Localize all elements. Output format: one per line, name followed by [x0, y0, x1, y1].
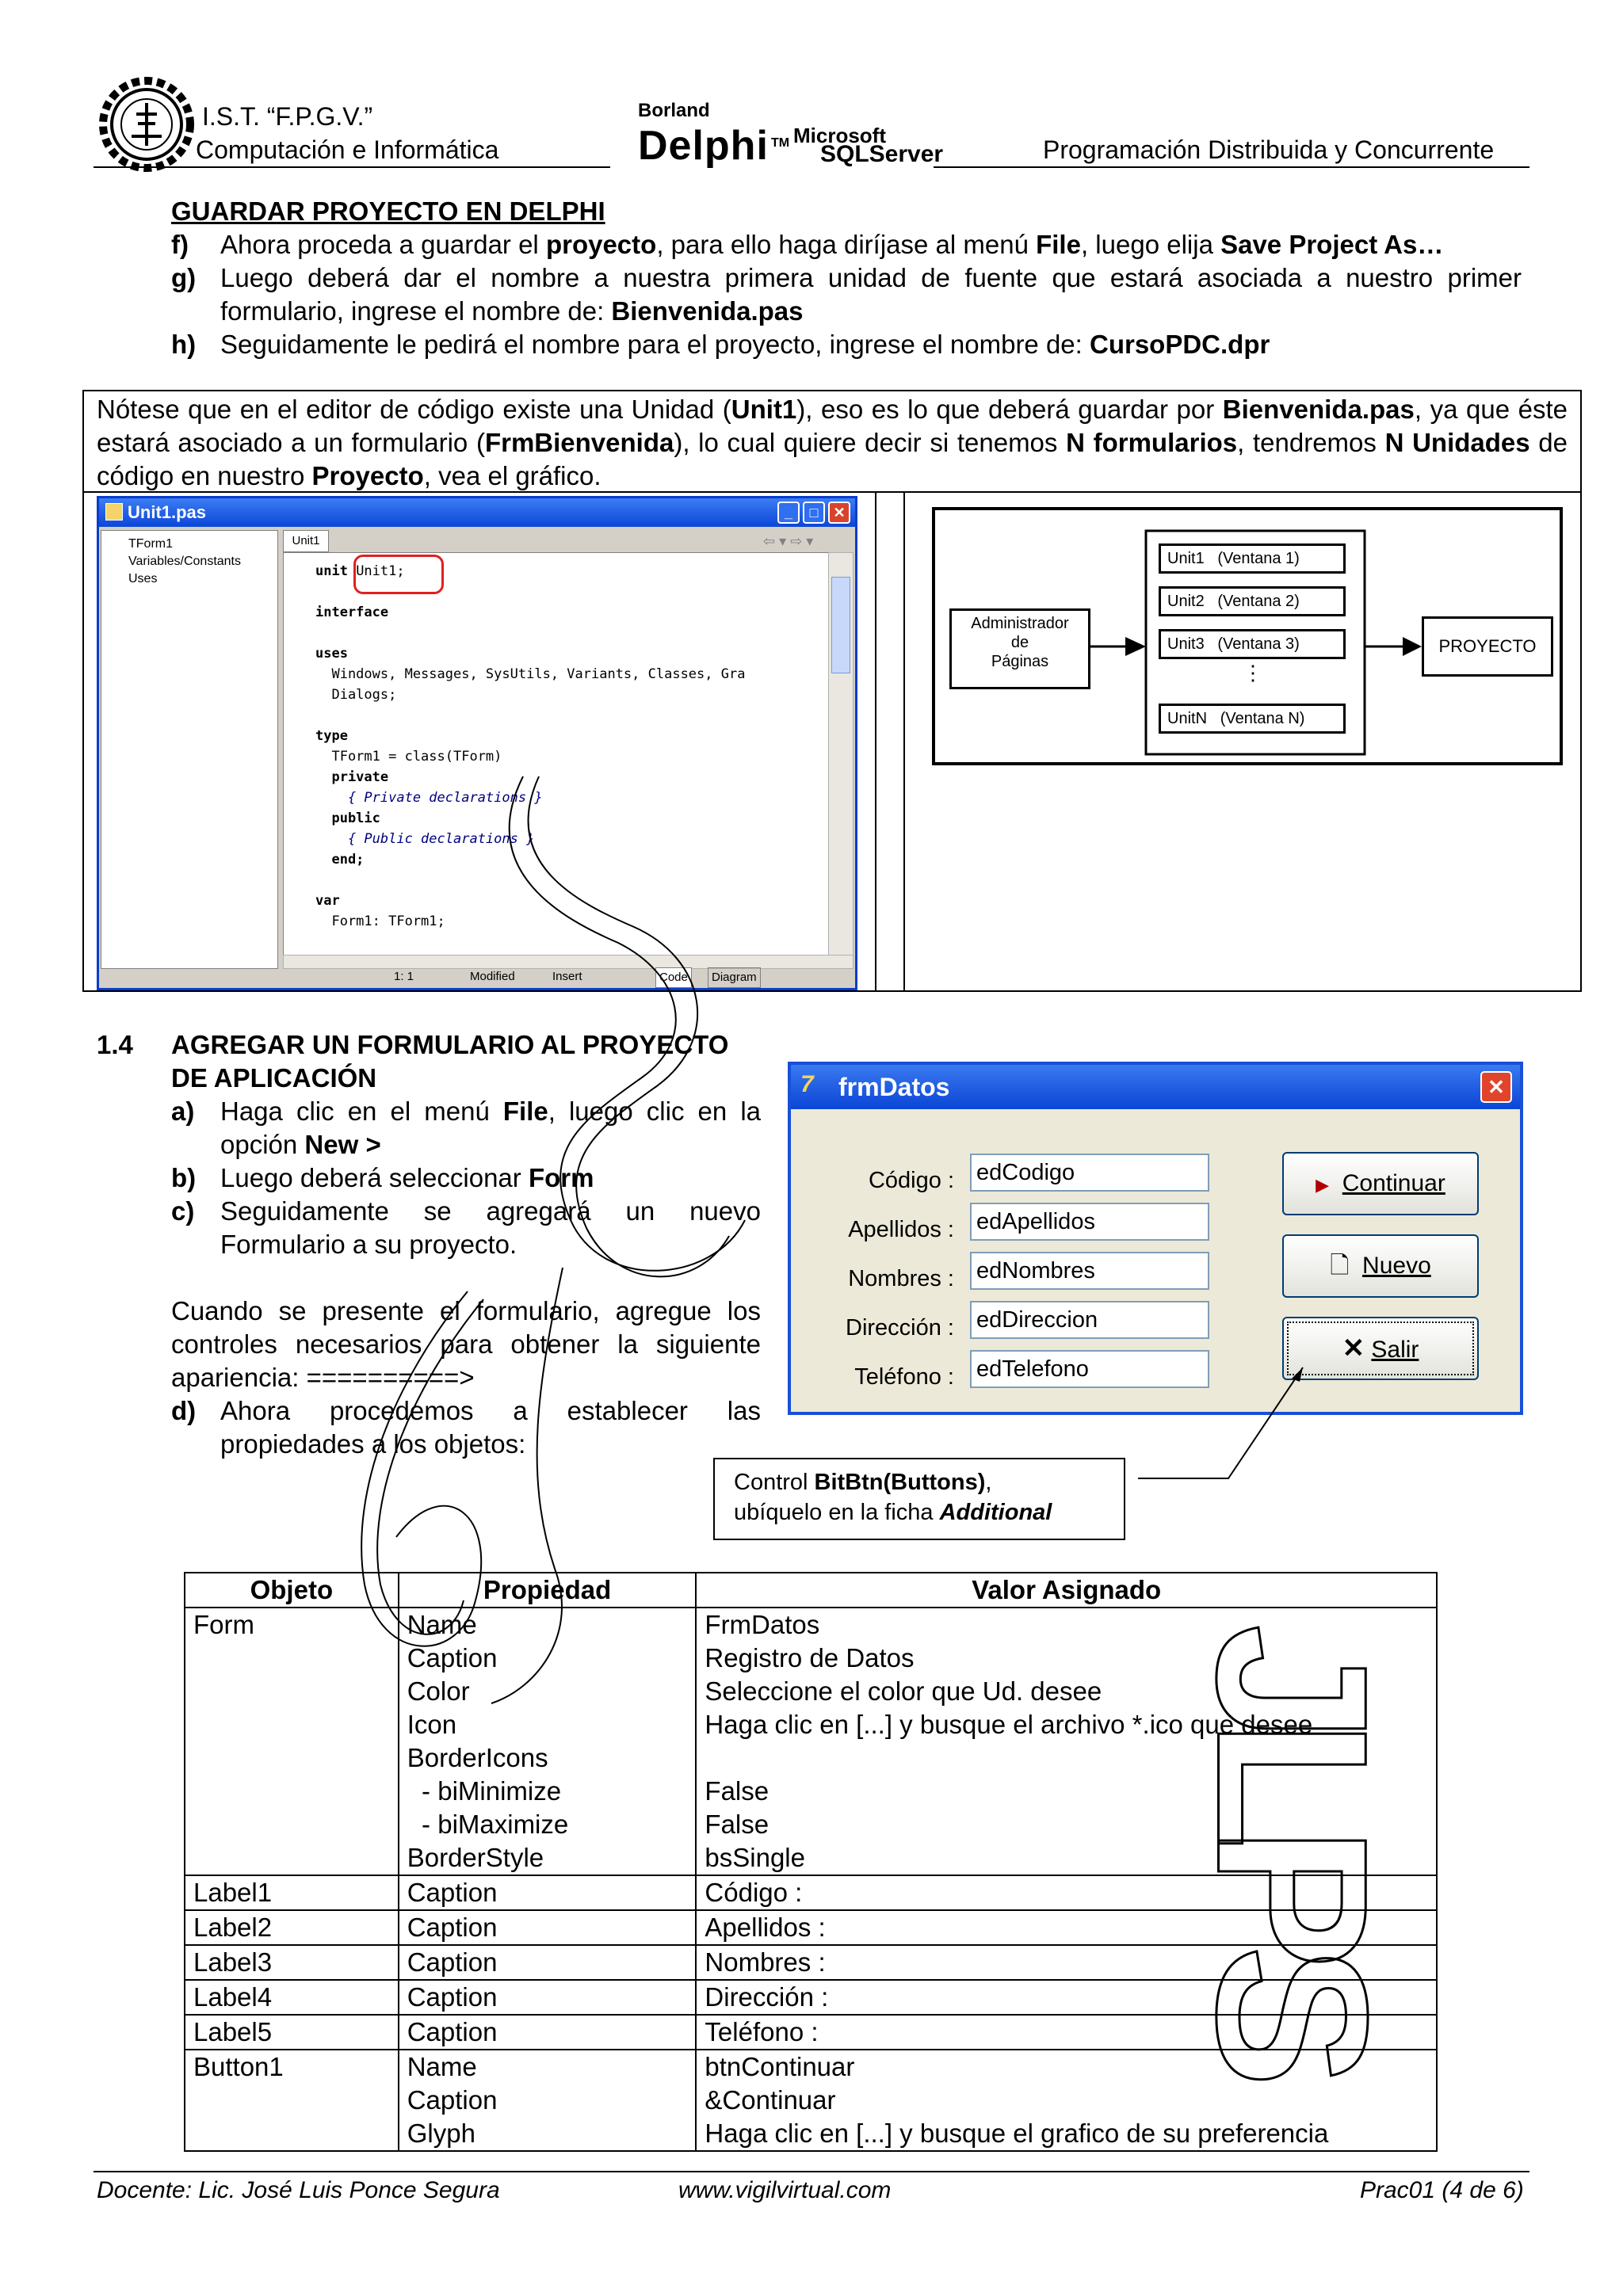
- table-row: [185, 1945, 1437, 1980]
- page-manager-box: Administrador de Páginas: [949, 608, 1090, 689]
- table-row: [185, 1910, 1437, 1945]
- svg-text:JLPS: JLPS: [1172, 1624, 1411, 2065]
- cursor-position: 1: 1: [394, 970, 414, 983]
- property-name: Glyph: [407, 2119, 475, 2148]
- code-line: { Public declarations }: [315, 831, 535, 847]
- code-line: TForm1 = class(TForm): [315, 749, 502, 765]
- tab-diagram[interactable]: Diagram: [708, 967, 761, 988]
- property-value: False: [705, 1810, 769, 1839]
- section-title-line1: AGREGAR UN FORMULARIO AL PROYECTO: [171, 1030, 729, 1059]
- code-line: Dialogs;: [315, 687, 397, 703]
- frmdatos-title: frmDatos: [838, 1073, 950, 1101]
- cell-propiedad: [399, 2015, 697, 2050]
- header-valor: Valor Asignado: [696, 1573, 1437, 1608]
- property-name: - biMinimize: [407, 1776, 562, 1806]
- property-value: False: [705, 1776, 769, 1806]
- cell-objeto: Label3: [185, 1945, 399, 1980]
- institute-name: I.S.T. “F.P.G.V.”: [202, 102, 373, 131]
- tab-code[interactable]: Code: [655, 967, 692, 988]
- code-explorer-tree: [101, 530, 278, 969]
- close-icon[interactable]: ✕: [1480, 1071, 1512, 1103]
- edit-telefono[interactable]: edTelefono: [970, 1350, 1209, 1388]
- cell-propiedad: [399, 1608, 697, 1875]
- footer-page-number: Prac01 (4 de 6): [1360, 2177, 1524, 2203]
- property-name: Caption: [407, 1947, 498, 1977]
- table-row: [185, 1875, 1437, 1910]
- scroll-thumb[interactable]: [831, 577, 850, 673]
- delphi-editor-window: [97, 496, 857, 990]
- callout-pointer: [1125, 1347, 1316, 1482]
- cell-valor: [696, 2015, 1437, 2050]
- code-line: unit Unit1;: [315, 563, 405, 579]
- ellipsis-dots: ⋮: [1243, 661, 1263, 685]
- close-icon[interactable]: ✕: [828, 502, 850, 524]
- label-direccion: Dirección :: [846, 1315, 954, 1341]
- code-line: [315, 623, 745, 643]
- note-text: Nótese que en el editor de código existe una Unidad (Unit1), eso es lo que deberá guardar por Bienvenida.pas, ya que éste estará asociado a un formulario (FrmBienvenida), lo cual quiere decir si tenemos N formularios, tendremos N Unidades de código en nuestro Proyecto, vea el gráfico.: [97, 395, 1568, 490]
- property-value: Seleccione el color que Ud. desee: [705, 1676, 1102, 1706]
- property-value: [705, 1741, 1428, 1775]
- editor-titlebar: [99, 498, 855, 527]
- property-value: Registro de Datos: [705, 1643, 915, 1672]
- unit-box-2: Unit2 (Ventana 2): [1159, 586, 1346, 616]
- modified-status: Modified: [470, 970, 515, 983]
- code-line: private: [315, 769, 389, 785]
- property-name: Caption: [407, 1982, 498, 2012]
- tree-item-tform1[interactable]: TForm1: [128, 537, 173, 551]
- nuevo-button[interactable]: 🗋 Nuevo: [1282, 1234, 1479, 1298]
- school-seal-logo: [97, 74, 197, 174]
- property-value: Haga clic en [...] y busque el grafico de su preferencia: [705, 2119, 1329, 2148]
- frmdatos-titlebar: [791, 1065, 1520, 1109]
- vertical-scrollbar[interactable]: [828, 552, 854, 956]
- cell-objeto: Label1: [185, 1875, 399, 1910]
- cell-objeto: Button1: [185, 2050, 399, 2151]
- instructions-paragraph: Cuando se presente el formulario, agregue los controles necesarios para obtener la siguiente apariencia: ==========>: [171, 1296, 761, 1392]
- minimize-icon[interactable]: _: [777, 502, 800, 524]
- cell-objeto: Form: [185, 1608, 399, 1875]
- unit1-highlight: [353, 555, 444, 594]
- edit-codigo[interactable]: edCodigo: [970, 1154, 1209, 1192]
- table-row: [185, 2050, 1437, 2151]
- header-objeto: Objeto: [185, 1573, 399, 1608]
- cell-propiedad: [399, 1910, 697, 1945]
- edit-apellidos[interactable]: edApellidos: [970, 1203, 1209, 1241]
- unit-box-n: UnitN (Ventana N): [1159, 704, 1346, 734]
- label-nombres: Nombres :: [848, 1266, 954, 1291]
- continuar-button[interactable]: ▶ Continuar: [1282, 1152, 1479, 1215]
- property-name: Color: [407, 1676, 470, 1706]
- property-value: bsSingle: [705, 1843, 805, 1872]
- table-header-row: [185, 1573, 1437, 1608]
- tree-item-uses[interactable]: Uses: [128, 572, 158, 585]
- cell-valor: [696, 1945, 1437, 1980]
- edit-direccion[interactable]: edDireccion: [970, 1301, 1209, 1339]
- department-name: Computación e Informática: [196, 135, 499, 164]
- play-arrow-icon: ▶: [1316, 1175, 1330, 1195]
- section-title-line2: DE APLICACIÓN: [171, 1063, 377, 1093]
- status-bar: [283, 967, 852, 986]
- code-line: Form1: TForm1;: [315, 913, 445, 929]
- property-value: FrmDatos: [705, 1610, 820, 1639]
- property-value: btnContinuar: [705, 2052, 855, 2081]
- code-line: uses: [315, 646, 348, 662]
- editor-title: Unit1.pas: [128, 502, 207, 522]
- property-name: - biMaximize: [407, 1810, 569, 1839]
- label-telefono: Teléfono :: [854, 1364, 954, 1390]
- code-area[interactable]: [283, 552, 830, 956]
- code-line: Windows, Messages, SysUtils, Variants, Classes, Gra: [315, 666, 746, 682]
- property-name: Name: [407, 1610, 477, 1639]
- table-row: [185, 1980, 1437, 2015]
- footer-teacher: Docente: Lic. José Luis Ponce Segura: [97, 2177, 500, 2203]
- properties-table: [184, 1572, 1438, 2152]
- x-icon: ✕: [1342, 1333, 1365, 1363]
- cell-valor: [696, 1980, 1437, 2015]
- code-line: [315, 870, 745, 891]
- edit-nombres[interactable]: edNombres: [970, 1252, 1209, 1290]
- code-line: { Private declarations }: [315, 790, 543, 806]
- header-rule-left: [94, 166, 610, 168]
- code-line: type: [315, 728, 348, 744]
- code-line: [315, 705, 745, 726]
- header-rule-right: [934, 166, 1529, 168]
- nav-arrows-icon[interactable]: ⇦ ▾ ⇨ ▾: [763, 533, 814, 549]
- save-section-title: GUARDAR PROYECTO EN DELPHI: [171, 196, 605, 226]
- property-name: BorderStyle: [407, 1843, 544, 1872]
- note-col-divider-a: [875, 491, 876, 992]
- cell-propiedad: [399, 2050, 697, 2151]
- property-value: Nombres :: [705, 1947, 826, 1977]
- section-number: 1.4: [97, 1030, 133, 1059]
- editor-app-icon: [105, 503, 123, 521]
- code-line: interface: [315, 605, 389, 620]
- insert-status: Insert: [552, 970, 582, 983]
- code-line: var: [315, 893, 340, 909]
- maximize-icon[interactable]: □: [803, 502, 825, 524]
- tab-unit1[interactable]: Unit1: [283, 530, 329, 552]
- footer-rule: [94, 2171, 1529, 2172]
- cell-propiedad: [399, 1980, 697, 2015]
- salir-button[interactable]: ✕ Salir: [1282, 1317, 1479, 1380]
- code-line: end;: [315, 852, 365, 868]
- label-codigo: Código :: [868, 1168, 954, 1193]
- label-apellidos: Apellidos :: [848, 1217, 954, 1242]
- unit-box-1: Unit1 (Ventana 1): [1159, 543, 1346, 574]
- property-name: Icon: [407, 1710, 457, 1739]
- property-value: Haga clic en [...] y busque el archivo *.ico que desee: [705, 1710, 1313, 1739]
- property-value: Teléfono :: [705, 2017, 819, 2046]
- property-name: Caption: [407, 2085, 498, 2115]
- header-propiedad: Propiedad: [399, 1573, 697, 1608]
- footer-website[interactable]: www.vigilvirtual.com: [678, 2177, 892, 2203]
- cell-objeto: Label5: [185, 2015, 399, 2050]
- table-row: [185, 1608, 1437, 1875]
- unit-box-3: Unit3 (Ventana 3): [1159, 629, 1346, 659]
- property-value: Dirección :: [705, 1982, 829, 2012]
- property-name: Caption: [407, 2017, 498, 2046]
- property-name: BorderIcons: [407, 1743, 548, 1772]
- new-document-icon: 🗋: [1330, 1253, 1350, 1279]
- project-box: PROYECTO: [1422, 616, 1553, 677]
- delphi-form-icon: 7: [800, 1071, 814, 1097]
- callout-box: Control BitBtn(Buttons), ubíquelo en la ficha Additional: [713, 1458, 1125, 1540]
- cell-objeto: Label2: [185, 1910, 399, 1945]
- note-col-divider-b: [903, 491, 905, 992]
- cell-valor: [696, 2050, 1437, 2151]
- cell-objeto: Label4: [185, 1980, 399, 2015]
- cell-propiedad: [399, 1875, 697, 1910]
- property-value: Apellidos :: [705, 1913, 826, 1942]
- table-row: [185, 2015, 1437, 2050]
- property-name: Caption: [407, 1643, 498, 1672]
- project-diagram: [932, 507, 1563, 765]
- code-line: public: [315, 810, 380, 826]
- property-name: Name: [407, 2052, 477, 2081]
- property-name: Caption: [407, 1878, 498, 1907]
- cell-propiedad: [399, 1945, 697, 1980]
- course-name: Programación Distribuida y Concurrente: [1043, 135, 1495, 164]
- tree-item-variables[interactable]: Variables/Constants: [128, 555, 241, 568]
- cell-valor: [696, 1875, 1437, 1910]
- cell-valor: [696, 1910, 1437, 1945]
- code-lines: [315, 561, 745, 932]
- property-name: Caption: [407, 1913, 498, 1942]
- property-value: &Continuar: [705, 2085, 836, 2115]
- property-value: Código :: [705, 1878, 803, 1907]
- delphi-sqlserver-logo: Borland Delphi TM Microsoft SQLServer: [638, 100, 944, 169]
- cell-valor: [696, 1608, 1437, 1875]
